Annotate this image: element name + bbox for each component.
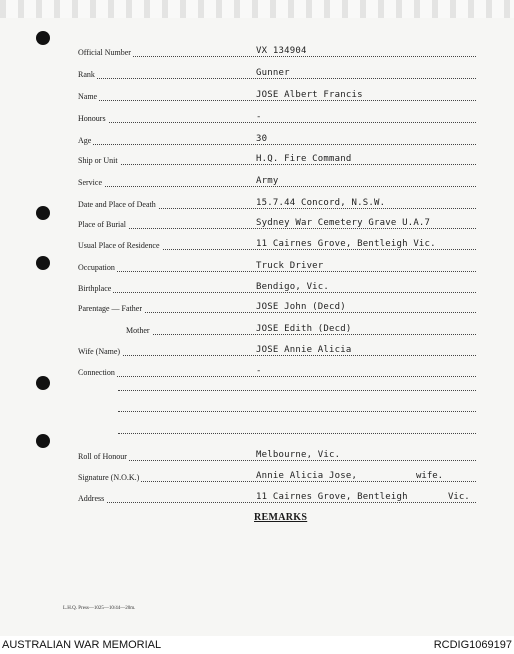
blank-line (118, 411, 476, 412)
field-label: Birthplace (78, 284, 112, 293)
signature-relation: wife. (416, 471, 444, 481)
field-official-number (78, 44, 476, 58)
field-place-of-burial (78, 216, 476, 230)
field-rank (78, 66, 476, 80)
remarks-heading: REMARKS (254, 512, 308, 523)
field-value: Bendigo, Vic. (256, 282, 330, 292)
field-label: Mother (126, 326, 150, 335)
field-usual-residence (78, 237, 476, 251)
field-label: Signature (N.O.K.) (78, 473, 140, 482)
scan-edge (0, 0, 514, 18)
field-label: Roll of Honour (78, 452, 127, 461)
field-father (78, 300, 476, 314)
field-value: Melbourne, Vic. (256, 450, 341, 460)
field-value: JOSE Annie Alicia (256, 345, 352, 355)
field-value: Truck Driver (256, 261, 324, 271)
field-value: 11 Cairnes Grove, Bentleigh Vic. (256, 239, 436, 249)
field-date-place-of-death (78, 196, 476, 210)
field-connection (78, 364, 476, 378)
field-label: Wife (Name) (78, 347, 121, 356)
field-address (78, 490, 476, 504)
field-value: JOSE Edith (Decd) (256, 324, 352, 334)
field-value: Army (256, 176, 279, 186)
field-label: Connection (78, 368, 115, 377)
field-label: Rank (78, 70, 95, 79)
field-name (78, 88, 476, 102)
field-value: - (256, 112, 262, 122)
field-label: Occupation (78, 263, 115, 272)
field-honours (78, 110, 476, 124)
record-id: RCDIG1069197 (433, 639, 512, 651)
field-label: Date and Place of Death (78, 200, 156, 209)
field-label: Usual Place of Residence (78, 241, 160, 250)
field-age (78, 132, 476, 146)
field-value: JOSE John (Decd) (256, 302, 346, 312)
field-signature (78, 469, 476, 483)
field-ship-or-unit (78, 152, 476, 166)
field-occupation (78, 259, 476, 273)
field-mother (126, 322, 476, 336)
punch-hole-icon (36, 434, 50, 448)
field-value: 11 Cairnes Grove, Bentleigh (256, 492, 408, 502)
field-label: Place of Burial (78, 220, 126, 229)
field-label: Address (78, 494, 105, 503)
address-state: Vic. (448, 492, 470, 502)
field-value: Annie Alicia Jose, (256, 471, 358, 481)
field-label: Honours (78, 114, 106, 123)
field-label: Ship or Unit (78, 156, 118, 165)
field-value: 15.7.44 Concord, N.S.W. (256, 198, 386, 208)
punch-hole-icon (36, 376, 50, 390)
field-label: Parentage — Father (78, 304, 142, 313)
field-birthplace (78, 280, 476, 294)
punch-hole-icon (36, 31, 50, 45)
blank-line (118, 390, 476, 391)
field-value: Gunner (256, 68, 290, 78)
field-label: Service (78, 178, 102, 187)
field-value: Sydney War Cemetery Grave U.A.7 (256, 218, 431, 228)
blank-line (118, 433, 476, 434)
print-footnote: L.H.Q. Press—1025—10/44—20m. (63, 606, 136, 611)
field-wife (78, 343, 476, 357)
field-service (78, 174, 476, 188)
punch-hole-icon (36, 256, 50, 270)
field-label: Name (78, 92, 98, 101)
field-value: VX 134904 (256, 46, 307, 56)
field-value: - (256, 366, 262, 376)
field-label: Official Number (78, 48, 131, 57)
archive-name: AUSTRALIAN WAR MEMORIAL (2, 639, 162, 651)
field-value: JOSE Albert Francis (256, 90, 363, 100)
punch-hole-icon (36, 206, 50, 220)
field-label: Age (78, 136, 92, 145)
field-value: H.Q. Fire Command (256, 154, 352, 164)
field-roll-of-honour (78, 448, 476, 462)
field-value: 30 (256, 134, 268, 144)
